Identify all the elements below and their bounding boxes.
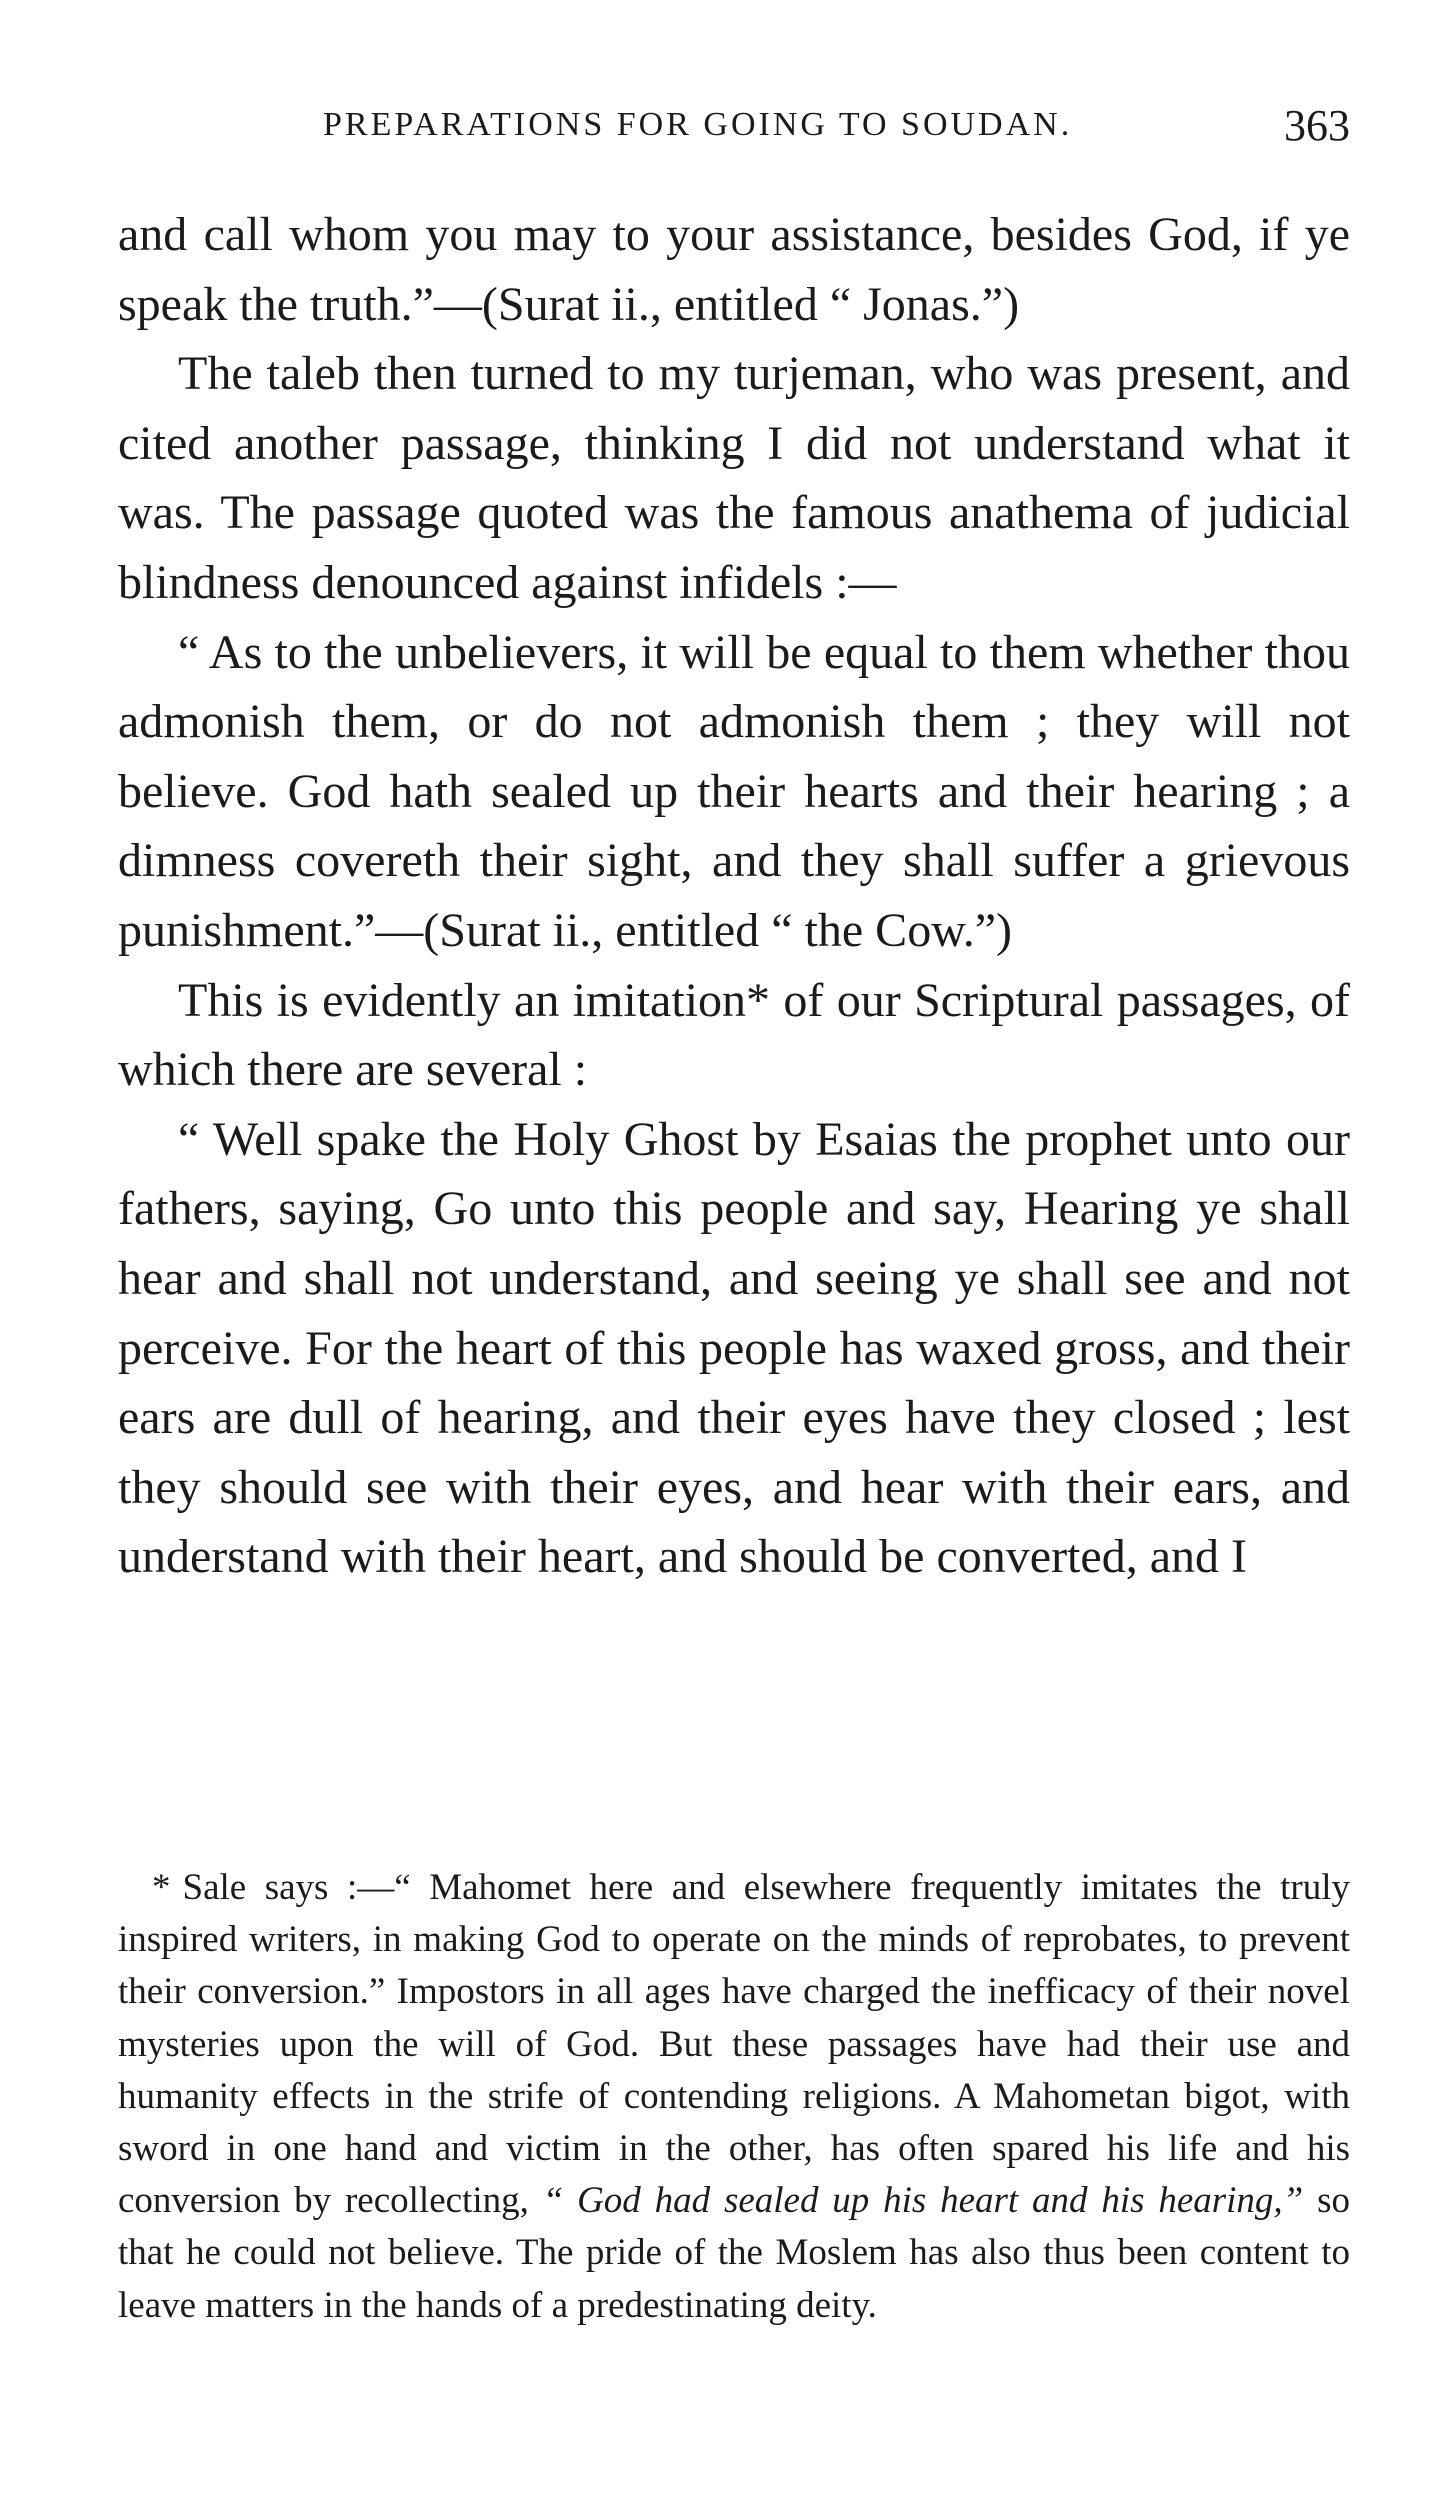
paragraph-imitation-end: of our Scriptural passages, of which there are several : bbox=[118, 973, 1351, 1097]
footnote-italic-quote: “ God had sealed up his heart and his hearing,” bbox=[542, 2180, 1304, 2222]
body-text bbox=[118, 200, 1350, 1592]
footnote-area bbox=[118, 1862, 1350, 2332]
paragraph-continuation: and call whom you may to your assistance, besides God, if ye speak the truth.”—(Surat ii., entitled “ Jonas.”) bbox=[118, 208, 1350, 331]
quote-unbelievers: “ As to the unbelievers, it will be equal to them whether thou admonish them, or do not admonish them ; they will not believe. God hath sealed up their hearts and their hearing ; a dimness covereth their sight, and they shall suffer a grievous punishment.”—(Surat ii., entitled “ the Cow.”) bbox=[118, 625, 1350, 957]
footnote-marker: * bbox=[152, 1867, 171, 1908]
paragraph-taleb: The taleb then turned to my turjeman, who was present, and cited another passage, thinking I did not understand what it was. The passage quoted was the famous anathema of judicial blindness denounced against infidels :— bbox=[118, 347, 1350, 609]
quote-esaias: “ Well spake the Holy Ghost by Esaias the prophet unto our fathers, saying, Go unto this people and say, Hearing ye shall hear and shall not understand, and seeing ye shall see and not perceive. For the heart of this people has waxed gross, and their ears are dull of hearing, and their eyes have they closed ; lest they should see with their eyes, and hear with their ears, and understand with their heart, and should be converted, and I bbox=[118, 1112, 1350, 1584]
paragraph-imitation bbox=[118, 966, 1350, 1105]
footnote-reference: * bbox=[746, 973, 771, 1027]
page-header bbox=[118, 100, 1350, 170]
running-head: PREPARATIONS FOR GOING TO SOUDAN. bbox=[323, 106, 1073, 143]
paragraph-imitation-start: This is evidently an imitation bbox=[178, 973, 747, 1027]
page-number: 363 bbox=[1284, 101, 1350, 150]
footnote-text-start: Sale says :—“ Mahomet here and elsewhere frequently imitates the truly inspired writers, in making God to operate on the minds of reprobates, to prevent their conversion.” Impostors in all ages have charged the inefficacy of their novel mysteries upon the will of God. But these passages have had their use and humanity effects in the strife of contending religions. A Mahometan bigot, with sword in one hand and victim in the other, has often spared his life and his conversion by recollecting, bbox=[118, 1867, 1350, 2222]
footnote-text-end: so that he could not believe. The pride of the Moslem has also thus been content to leave matters in the hands of a predestinating deity. bbox=[118, 2180, 1350, 2326]
footnote bbox=[118, 1862, 1350, 2332]
